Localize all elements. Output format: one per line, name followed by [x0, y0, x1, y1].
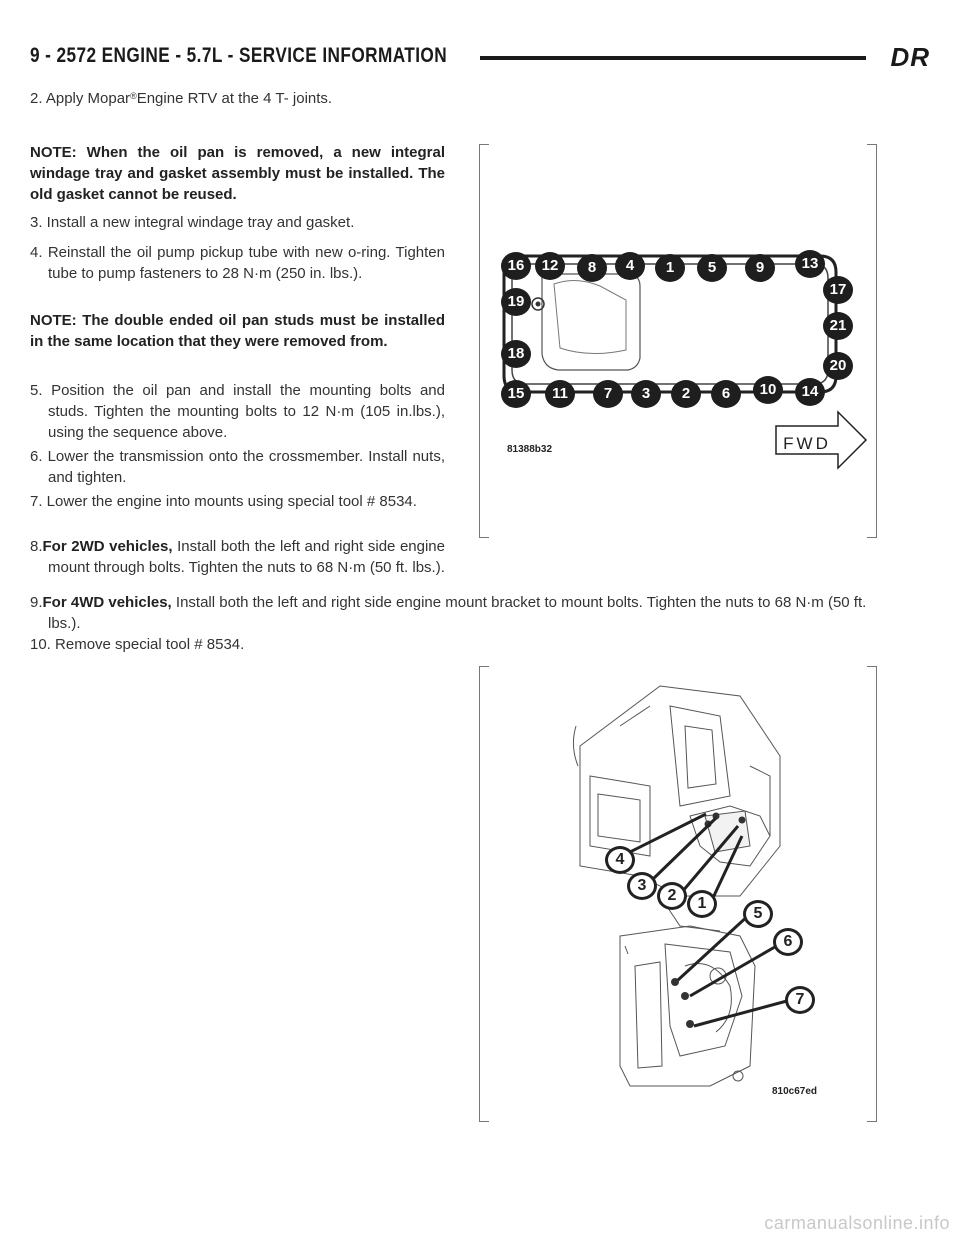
bolt-badge-21: 21: [823, 312, 853, 340]
header-model-code: DR: [890, 42, 930, 72]
oil-pan-drawing: [480, 144, 876, 538]
bolt-badge-17: 17: [823, 276, 853, 304]
bolt-badge-13: 13: [795, 250, 825, 278]
note-windage-tray: NOTE: When the oil pan is removed, a new integral windage tray and gasket assembly must be installed. The old gasket cannot be reused.: [30, 144, 445, 203]
bolt-badge-10: 10: [753, 376, 783, 404]
bolt-badge-11: 11: [545, 380, 575, 408]
step-5: 5. Position the oil pan and install the mounting bolts and studs. Tighten the mounting bolts to 12 N·m (105 in.lbs.), using the sequence above.: [30, 382, 445, 441]
step-7: 7. Lower the engine into mounts using special tool # 8534.: [30, 493, 417, 510]
bolt-badge-15: 15: [501, 380, 531, 408]
figure-code-810c67ed: 810c67ed: [772, 1086, 818, 1097]
watermark: carmanualsonline.info: [764, 1213, 950, 1233]
bolt-badge-6: 6: [711, 380, 741, 408]
bolt-badge-8: 8: [577, 254, 607, 282]
header-rule: [480, 56, 866, 60]
step-4: 4. Reinstall the oil pump pickup tube with new o-ring. Tighten tube to pump fasteners to 28 N·m (250 in. lbs.).: [30, 244, 445, 282]
bolt-badge-5: 5: [697, 254, 727, 282]
step-10: 10. Remove special tool # 8534.: [30, 636, 245, 653]
bolt-badge-9: 9: [745, 254, 775, 282]
oil-pan-bolt-sequence-figure: [479, 144, 877, 538]
bolt-badge-14: 14: [795, 378, 825, 406]
step-6: 6. Lower the transmission onto the crossmember. Install nuts, and tighten.: [30, 448, 445, 486]
step-2-prefix: 2. Apply Mopar: [30, 90, 131, 107]
bolt-badge-12: 12: [535, 252, 565, 280]
step-8: [30, 536, 445, 578]
step-8-lead: For 2WD vehicles,: [42, 538, 173, 555]
bolt-badge-7: 7: [593, 380, 623, 408]
page-header: [30, 44, 930, 74]
bolt-badge-2: 2: [671, 380, 701, 408]
bolt-badge-3: 3: [631, 380, 661, 408]
callout-5: 5: [743, 900, 773, 928]
step-9-lead: For 4WD vehicles,: [42, 594, 172, 611]
registered-mark: ®: [130, 91, 137, 101]
step-2-suffix: Engine RTV at the 4 T- joints.: [136, 90, 333, 107]
step-9-text: Install both the left and right side engine mount bracket to mount bolts. Tighten the nuts to 68 N·m (50 ft. lbs.).: [48, 594, 867, 632]
callout-3: 3: [627, 872, 657, 900]
bolt-badge-18: 18: [501, 340, 531, 368]
callout-6: 6: [773, 928, 803, 956]
step-9-number: 9.: [30, 594, 43, 611]
engine-mount-figure: [479, 666, 877, 1122]
callout-4: 4: [605, 846, 635, 874]
bolt-badge-20: 20: [823, 352, 853, 380]
bolt-badge-19: 19: [501, 288, 531, 316]
callout-1: 1: [687, 890, 717, 918]
bolt-badge-4: 4: [615, 252, 645, 280]
step-8-number: 8.: [30, 538, 43, 555]
step-2: [30, 88, 880, 109]
step-9: [30, 592, 880, 634]
step-8-text: Install both the left and right side engine mount through bolts. Tighten the nuts to 68 N·m (50 ft. lbs.).: [48, 538, 445, 576]
callout-2: 2: [657, 882, 687, 910]
callout-7: 7: [785, 986, 815, 1014]
fwd-label: FWD: [783, 434, 831, 453]
note-double-ended-studs: NOTE: The double ended oil pan studs must be installed in the same location that they were removed from.: [30, 312, 445, 350]
page-header-title: 9 - 2572 ENGINE - 5.7L - SERVICE INFORMATION: [30, 44, 448, 67]
bolt-badge-1: 1: [655, 254, 685, 282]
bolt-badge-16: 16: [501, 252, 531, 280]
step-3: 3. Install a new integral windage tray and gasket.: [30, 214, 355, 231]
figure-code-81388b32: 81388b32: [507, 444, 553, 455]
